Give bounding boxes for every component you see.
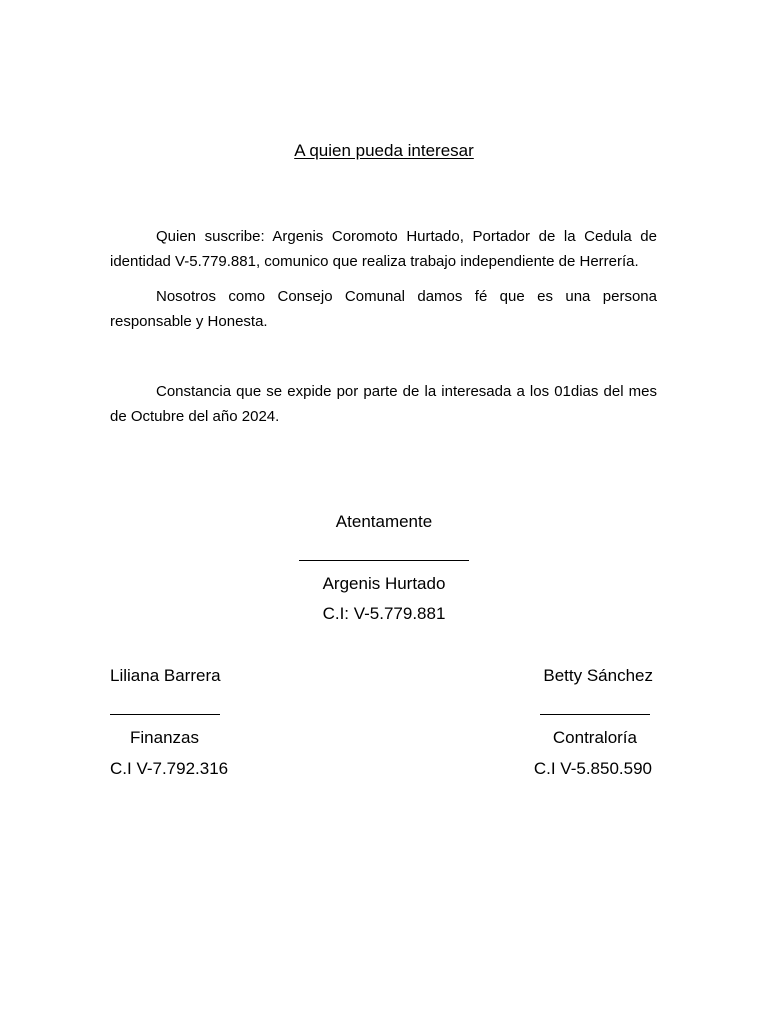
left-signature-line [110,714,220,715]
paragraph-constancy: Constancia que se expide por parte de la interesada a los 01dias del mes de Octubre del año 2024. [110,383,657,425]
right-signer-role: Contraloría [552,728,637,747]
right-signer-id: C.I V-5.850.590 [533,759,652,778]
left-signer-name: Liliana Barrera [110,666,221,685]
left-signer-id: C.I V-7.792.316 [110,759,229,778]
main-signer-name: Argenis Hurtado [322,574,446,593]
right-signer-name: Betty Sánchez [543,666,653,685]
closing-text: Atentamente [335,512,433,531]
left-signer-role: Finanzas [130,728,199,747]
main-signer-id: C.I: V-5.779.881 [322,604,446,623]
right-signature-line [540,714,650,715]
document-title: A quien pueda interesar [294,141,474,160]
main-signature-line [299,560,469,561]
paragraph-declaration: Quien suscribe: Argenis Coromoto Hurtado, Portador de la Cedula de identidad V-5.779.881, comunico que realiza trabajo independiente de Herrería. [110,228,657,270]
paragraph-council: Nosotros como Consejo Comunal damos fé que es una persona responsable y Honesta. [110,288,657,330]
